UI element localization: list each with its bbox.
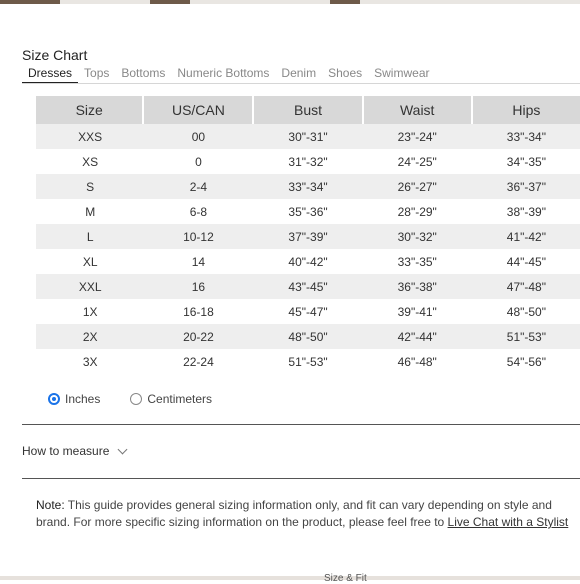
note-text-2: brand. For more specific sizing information on the product, please feel free to: [36, 515, 448, 529]
table-row: [36, 299, 580, 324]
table-cell: 48"-50": [506, 304, 546, 319]
tab-dresses[interactable]: Dresses: [22, 66, 78, 84]
centimeters-radio[interactable]: [130, 393, 142, 405]
header-size: Size: [36, 96, 142, 124]
header-us-can: US/CAN: [142, 96, 252, 124]
table-row: [36, 224, 580, 249]
table-cell: 51"-53": [288, 354, 328, 369]
table-cell: M: [85, 204, 96, 219]
centimeters-label: Centimeters: [147, 392, 213, 406]
table-cell: 2-4: [142, 174, 252, 199]
table-cell: XS: [82, 154, 99, 169]
tab-bottoms[interactable]: Bottoms: [121, 66, 166, 80]
how-to-measure-label: How to measure: [22, 444, 110, 458]
table-row: [36, 249, 580, 274]
table-row: [36, 274, 580, 299]
table-cell: 14: [191, 254, 206, 269]
table-cell: 36"-38": [362, 274, 471, 299]
tab-tops[interactable]: Tops: [84, 66, 110, 80]
table-row: [36, 199, 580, 224]
table-header-row: [36, 96, 580, 124]
table-row: [36, 349, 580, 374]
header-hips: Hips: [471, 96, 580, 124]
table-row: [36, 174, 580, 199]
table-cell: 1X: [82, 304, 98, 319]
table-cell: 20-22: [142, 324, 252, 349]
table-cell: 33"-34": [252, 174, 361, 199]
note-label: Note:: [36, 498, 65, 512]
table-cell: 44"-45": [506, 254, 546, 269]
centimeters-option[interactable]: [130, 392, 212, 406]
tab-shoes[interactable]: Shoes: [328, 66, 363, 80]
table-cell: 16-18: [183, 304, 214, 319]
tab-swimwear[interactable]: Swimwear: [374, 66, 430, 80]
note-text: This guide provides general sizing information only, and fit can vary depending on style and: [64, 498, 552, 512]
table-cell: 46"-48": [397, 354, 437, 369]
table-cell: 2X: [36, 324, 142, 349]
size-chart-title: Size Chart: [22, 47, 88, 63]
size-table: [36, 96, 580, 374]
size-fit-fragment: Size & Fit: [324, 573, 367, 584]
table-cell: 33"-34": [471, 124, 580, 149]
table-cell: 00: [142, 124, 252, 149]
table-cell: 43"-45": [252, 274, 361, 299]
table-cell: 36"-37": [471, 174, 580, 199]
top-image-strip: [0, 0, 580, 4]
table-cell: 16: [142, 274, 252, 299]
header-bust: Bust: [252, 96, 361, 124]
table-cell: L: [36, 224, 142, 249]
table-cell: 3X: [82, 354, 98, 369]
section-divider: [22, 424, 580, 425]
table-cell: 31"-32": [288, 154, 328, 169]
table-cell: 26"-27": [362, 174, 471, 199]
table-cell: 45"-47": [288, 304, 328, 319]
inches-radio[interactable]: [48, 393, 60, 405]
inches-label: Inches: [65, 392, 101, 406]
table-cell: 30"-32": [362, 224, 471, 249]
table-cell: S: [36, 174, 142, 199]
table-cell: 22-24: [183, 354, 214, 369]
table-cell: 10-12: [142, 224, 252, 249]
table-cell: 37"-39": [252, 224, 361, 249]
tab-numeric-bottoms[interactable]: Numeric Bottoms: [177, 66, 270, 80]
table-cell: 41"-42": [471, 224, 580, 249]
header-waist: Waist: [362, 96, 471, 124]
sizing-note: [36, 497, 580, 531]
bottom-image-strip: [0, 576, 580, 580]
inches-option[interactable]: [48, 392, 100, 406]
category-tabs: [22, 66, 435, 84]
table-cell: 51"-53": [471, 324, 580, 349]
table-row: [36, 149, 580, 174]
table-cell: 28"-29": [397, 204, 437, 219]
chevron-down-icon: [118, 444, 128, 454]
table-cell: 39"-41": [397, 304, 437, 319]
tabs-divider: [22, 83, 580, 84]
table-cell: 47"-48": [471, 274, 580, 299]
table-cell: XL: [82, 254, 98, 269]
table-cell: 48"-50": [252, 324, 361, 349]
table-cell: XXL: [36, 274, 142, 299]
tab-denim[interactable]: Denim: [281, 66, 317, 80]
table-cell: 42"-44": [362, 324, 471, 349]
table-cell: 33"-35": [397, 254, 437, 269]
unit-toggle: [48, 392, 212, 406]
table-cell: 40"-42": [288, 254, 328, 269]
section-divider: [22, 478, 580, 479]
table-cell: 23"-24": [362, 124, 471, 149]
table-row: [36, 124, 580, 149]
table-cell: 54"-56": [506, 354, 546, 369]
table-cell: 30"-31": [252, 124, 361, 149]
table-cell: 6-8: [189, 204, 208, 219]
how-to-measure-toggle[interactable]: [22, 444, 126, 458]
table-cell: 24"-25": [397, 154, 437, 169]
live-chat-link[interactable]: Live Chat with a Stylist: [447, 515, 569, 529]
table-cell: 34"-35": [506, 154, 546, 169]
table-cell: 38"-39": [506, 204, 546, 219]
table-row: [36, 324, 580, 349]
table-cell: 0: [195, 154, 202, 169]
table-cell: XXS: [36, 124, 142, 149]
table-cell: 35"-36": [288, 204, 328, 219]
